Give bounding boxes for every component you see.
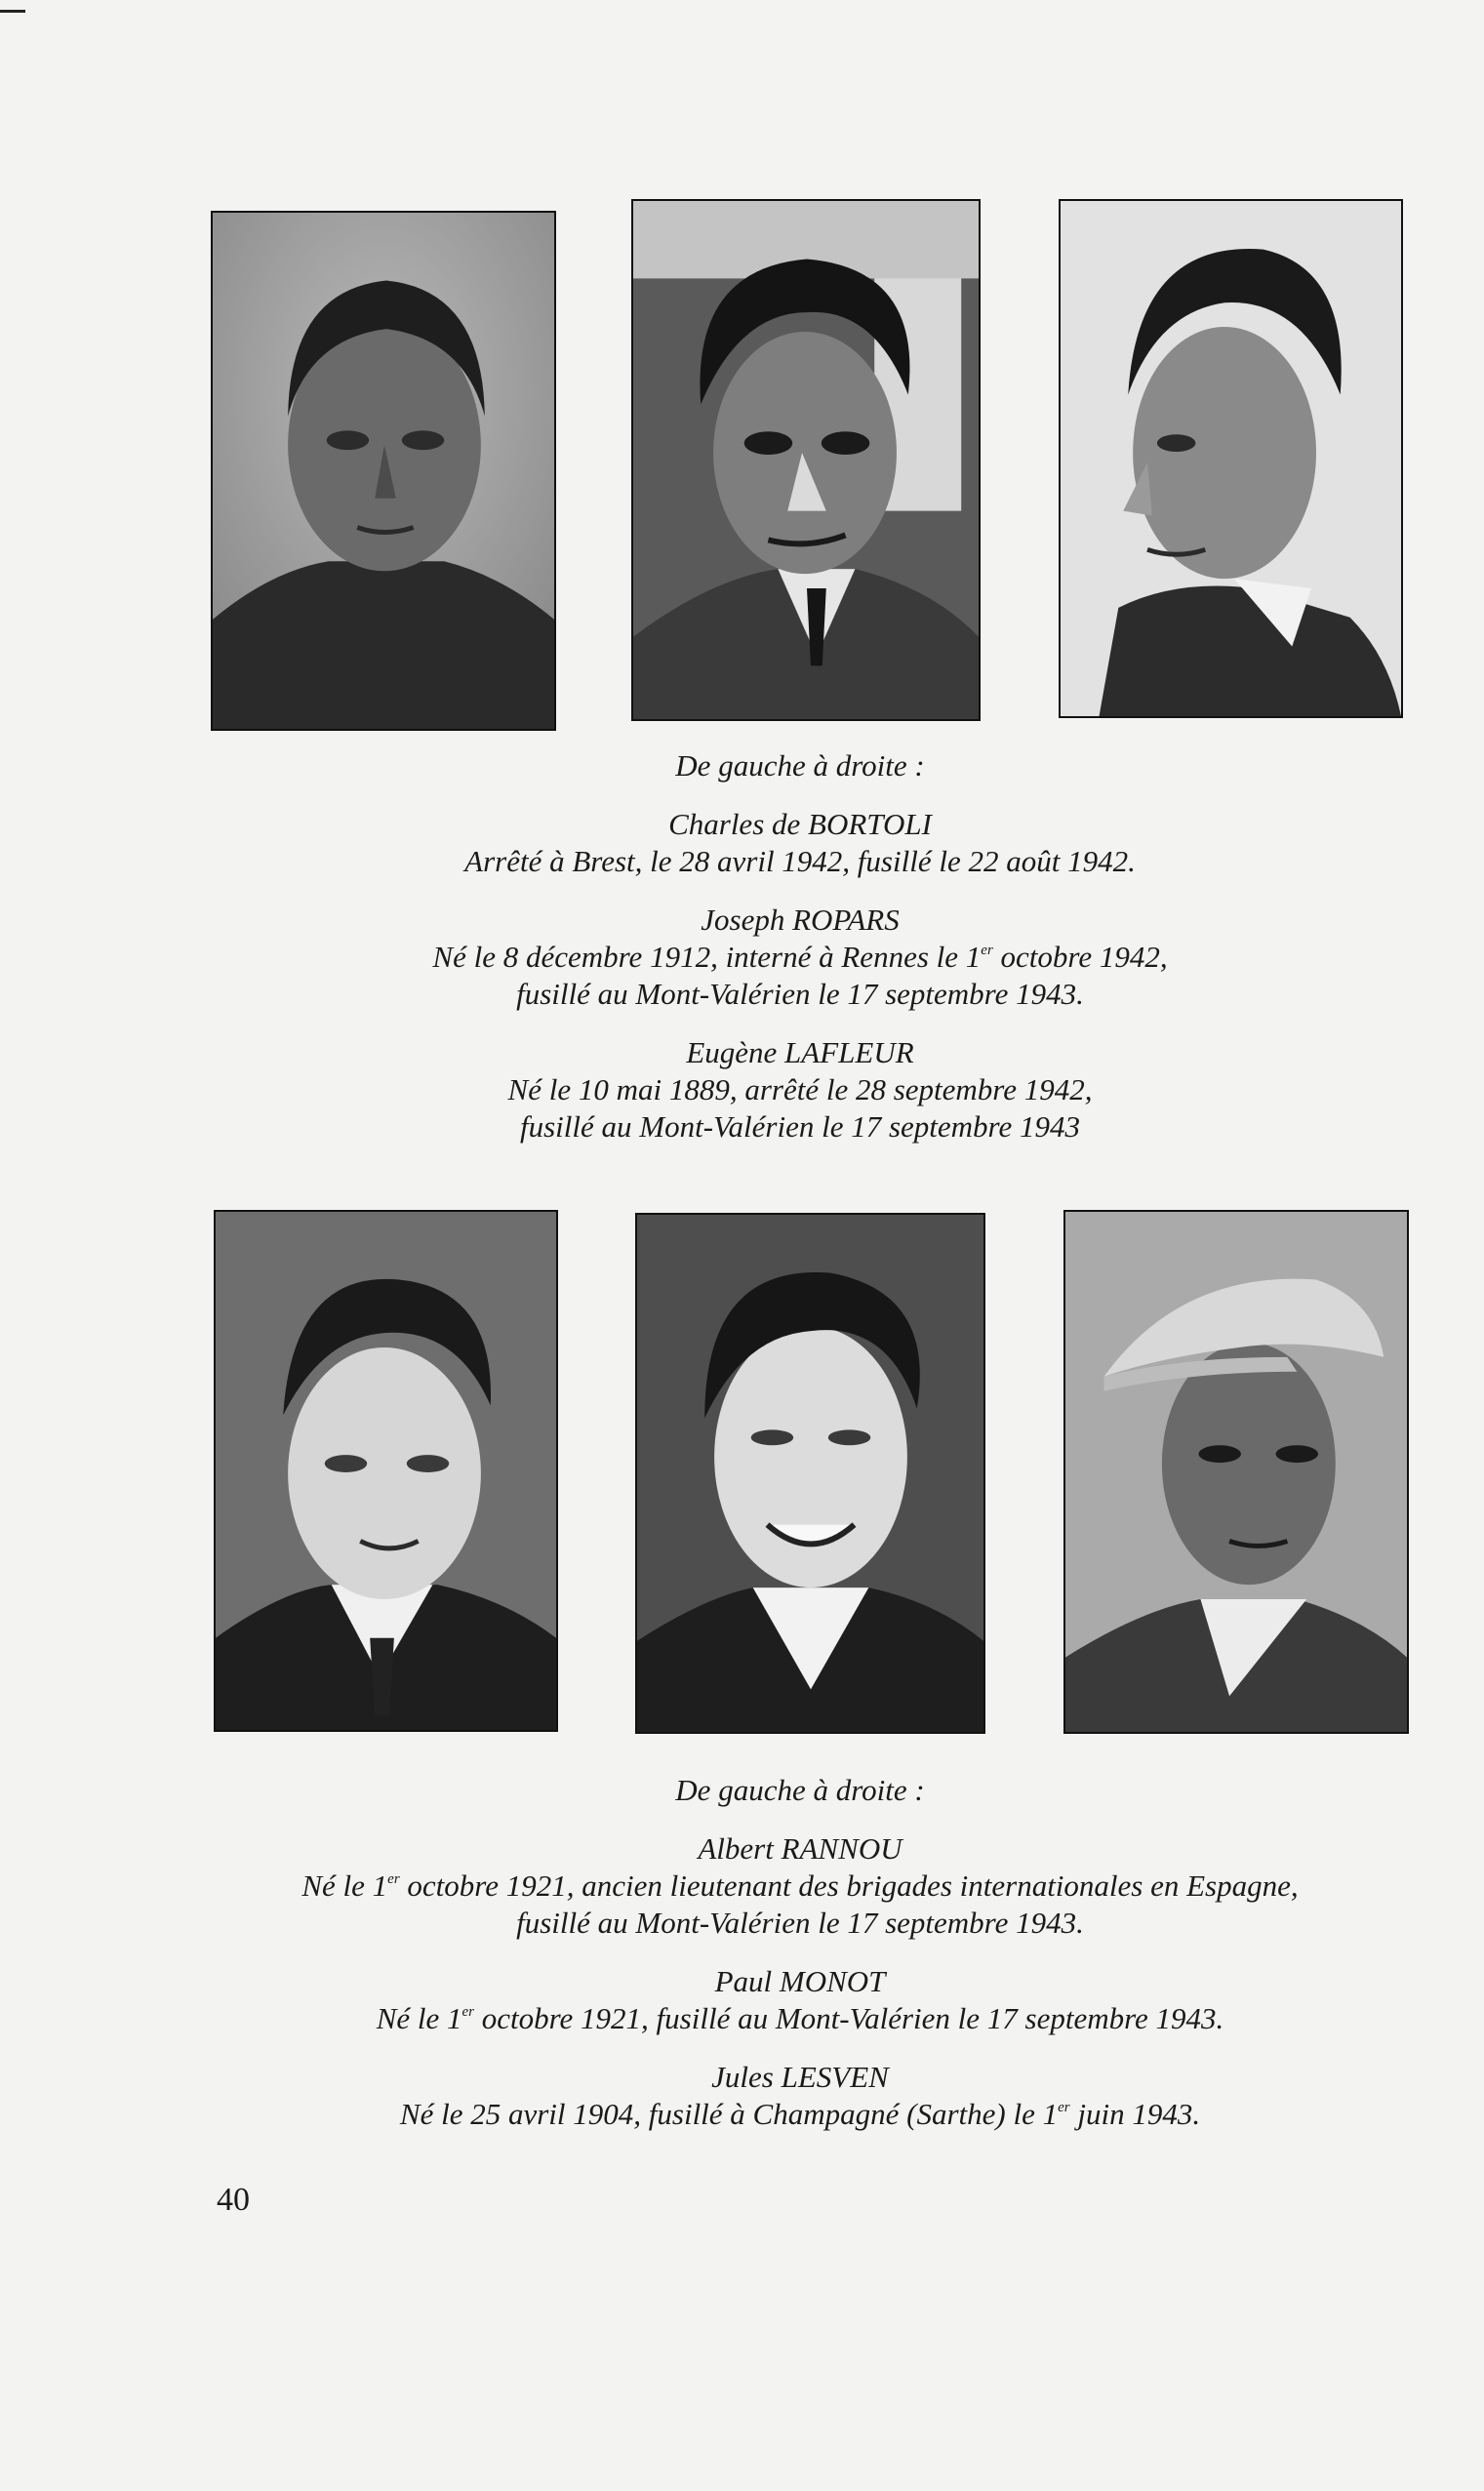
corner-mark: [0, 10, 25, 13]
person-detail: fusillé au Mont-Valérien le 17 septembre 1943.: [516, 1906, 1084, 1940]
portrait-photo-rannou: [214, 1210, 558, 1732]
caption-heading: De gauche à droite :: [675, 748, 925, 783]
person-name: Paul MONOT: [714, 1964, 886, 1998]
person-detail: Né le 8 décembre 1912, interné à Rennes le 1er octobre 1942,: [432, 940, 1168, 974]
portrait-photo-lafleur: [1059, 199, 1403, 718]
person-detail: Né le 1er octobre 1921, ancien lieutenant des brigades internationales en Espagne,: [301, 1868, 1299, 1903]
caption-group-2: [195, 1772, 1405, 2133]
person-name: Joseph ROPARS: [701, 903, 900, 937]
portrait-photo-monot: [635, 1213, 985, 1734]
person-detail: Né le 1er octobre 1921, fusillé au Mont-Valérien le 17 septembre 1943.: [376, 2001, 1224, 2035]
person-name: Charles de BORTOLI: [668, 807, 932, 841]
person-detail: fusillé au Mont-Valérien le 17 septembre 1943.: [516, 977, 1084, 1011]
portrait-photo-ropars: [631, 199, 981, 721]
person-detail: Né le 25 avril 1904, fusillé à Champagné (Sarthe) le 1er juin 1943.: [399, 2097, 1201, 2131]
person-detail: Arrêté à Brest, le 28 avril 1942, fusillé le 22 août 1942.: [464, 844, 1136, 878]
caption-heading: De gauche à droite :: [675, 1773, 925, 1807]
page-number: 40: [217, 2182, 250, 2218]
person-name: Albert RANNOU: [698, 1831, 902, 1866]
portrait-photo-bortoli: [211, 211, 556, 731]
person-detail: Né le 10 mai 1889, arrêté le 28 septembre 1942,: [507, 1072, 1093, 1106]
person-name: Eugène LAFLEUR: [686, 1035, 914, 1069]
caption-group-1: [195, 747, 1405, 1145]
person-detail: fusillé au Mont-Valérien le 17 septembre 1943: [520, 1109, 1080, 1144]
portrait-photo-lesven: [1063, 1210, 1409, 1734]
person-name: Jules LESVEN: [711, 2060, 889, 2094]
